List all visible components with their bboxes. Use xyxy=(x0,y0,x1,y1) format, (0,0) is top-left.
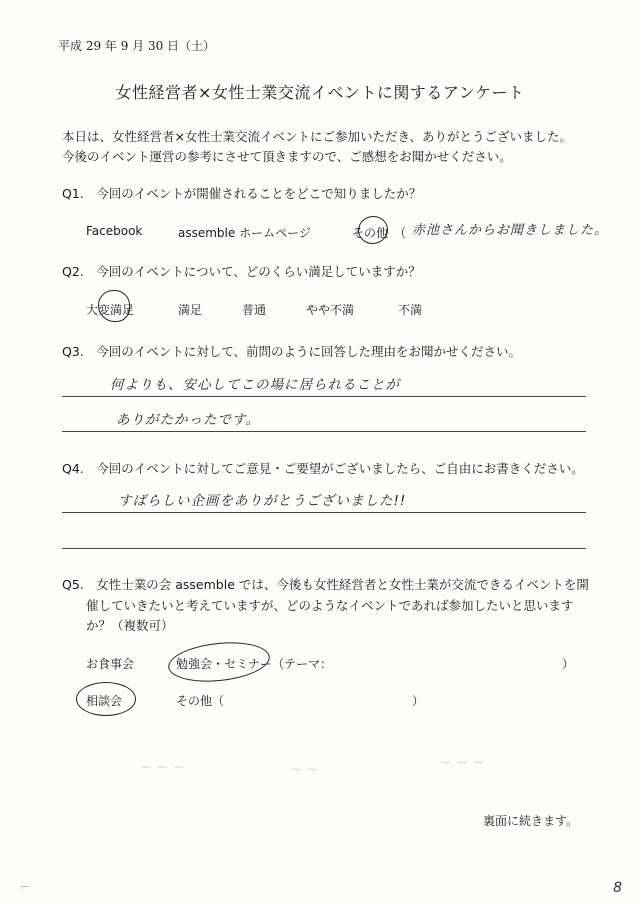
q5-option-consult: 相談会 xyxy=(86,694,123,708)
q2-option-somewhat-dissatisfied: やや不満 xyxy=(306,303,355,317)
q5-question-line-3: か？（複数可） xyxy=(86,618,174,633)
intro-line-2: 今後のイベント運営の参考にさせて頂きますので、ご感想をお聞かせください。 xyxy=(62,149,512,164)
continued-on-back-note: 裏面に続きます。 xyxy=(482,814,578,828)
q4-handwritten-answer: すばらしい企画をありがとうございました!! xyxy=(118,493,407,509)
q1-paren-open: （ xyxy=(394,226,407,240)
q3-handwritten-answer-line-1: 何よりも、安心してこの場に居られることが xyxy=(110,377,400,393)
q3-answer-rule-1 xyxy=(62,396,586,397)
q1-handwritten-answer: 赤池さんからお聞きしました。 xyxy=(412,223,609,238)
margin-mark: ⌐ xyxy=(20,880,31,894)
q5-option-study: 勉強会・セミナー（テーマ： xyxy=(176,657,333,671)
q5-option-other: その他（ xyxy=(176,694,225,708)
q3-answer-rule-2 xyxy=(62,431,586,432)
q3-handwritten-answer-line-2: ありがたかったです。 xyxy=(116,412,260,428)
q1-option-facebook: Facebook xyxy=(86,224,143,238)
q4-question: Q4. 今回のイベントに対してご意見・ご要望がございましたら、ご自由にお書きください。 xyxy=(62,461,584,476)
bleed-through-mark-1: ~ ~ ~ xyxy=(140,760,185,776)
q2-question: Q2. 今回のイベントについて、どのくらい満足していますか？ xyxy=(62,264,421,279)
q2-option-satisfied: 満足 xyxy=(178,303,203,317)
q5-question-line-2: 催していきたいと考えていますが、どのようなイベントであれば参加したいと思います xyxy=(86,598,574,613)
q5-other-paren-close: ） xyxy=(412,694,425,708)
q2-option-dissatisfied: 不満 xyxy=(398,303,423,317)
q2-selection-circle xyxy=(98,290,130,322)
q2-option-very-satisfied: 大変満足 xyxy=(86,303,135,317)
q5-study-selection-circle xyxy=(166,638,271,686)
q5-study-paren-close: ） xyxy=(562,657,575,671)
q4-answer-rule-2 xyxy=(62,548,586,549)
q1-option-homepage: assemble ホームページ xyxy=(178,226,311,240)
q2-option-neutral: 普通 xyxy=(242,303,267,317)
bleed-through-mark-3: ~ ~ ~ xyxy=(440,755,485,771)
survey-date: 平成 29 年 9 月 30 日（土） xyxy=(58,39,216,53)
q3-question: Q3. 今回のイベントに対して、前問のように回答した理由をお聞かせください。 xyxy=(62,344,522,359)
q1-option-other: その他 xyxy=(352,226,389,240)
q1-selection-circle xyxy=(356,214,390,247)
q4-answer-rule-1 xyxy=(62,512,586,513)
survey-title: 女性経営者×女性士業交流イベントに関するアンケート xyxy=(115,83,525,102)
q1-question: Q1. 今回のイベントが開催されることをどこで知りましたか？ xyxy=(62,186,422,201)
q5-option-meal: お食事会 xyxy=(86,657,135,671)
intro-line-1: 本日は、女性経営者×女性士業交流イベントにご参加いただき、ありがとうございました。 xyxy=(62,129,572,144)
page-number: 8 xyxy=(613,880,622,896)
q5-consult-selection-circle xyxy=(76,682,136,716)
bleed-through-mark-2: ~ ~ xyxy=(290,762,318,778)
q5-question-line-1: Q5. 女性士業の会 assemble では、今後も女性経営者と女性士業が交流できるイベントを開 xyxy=(62,577,589,592)
